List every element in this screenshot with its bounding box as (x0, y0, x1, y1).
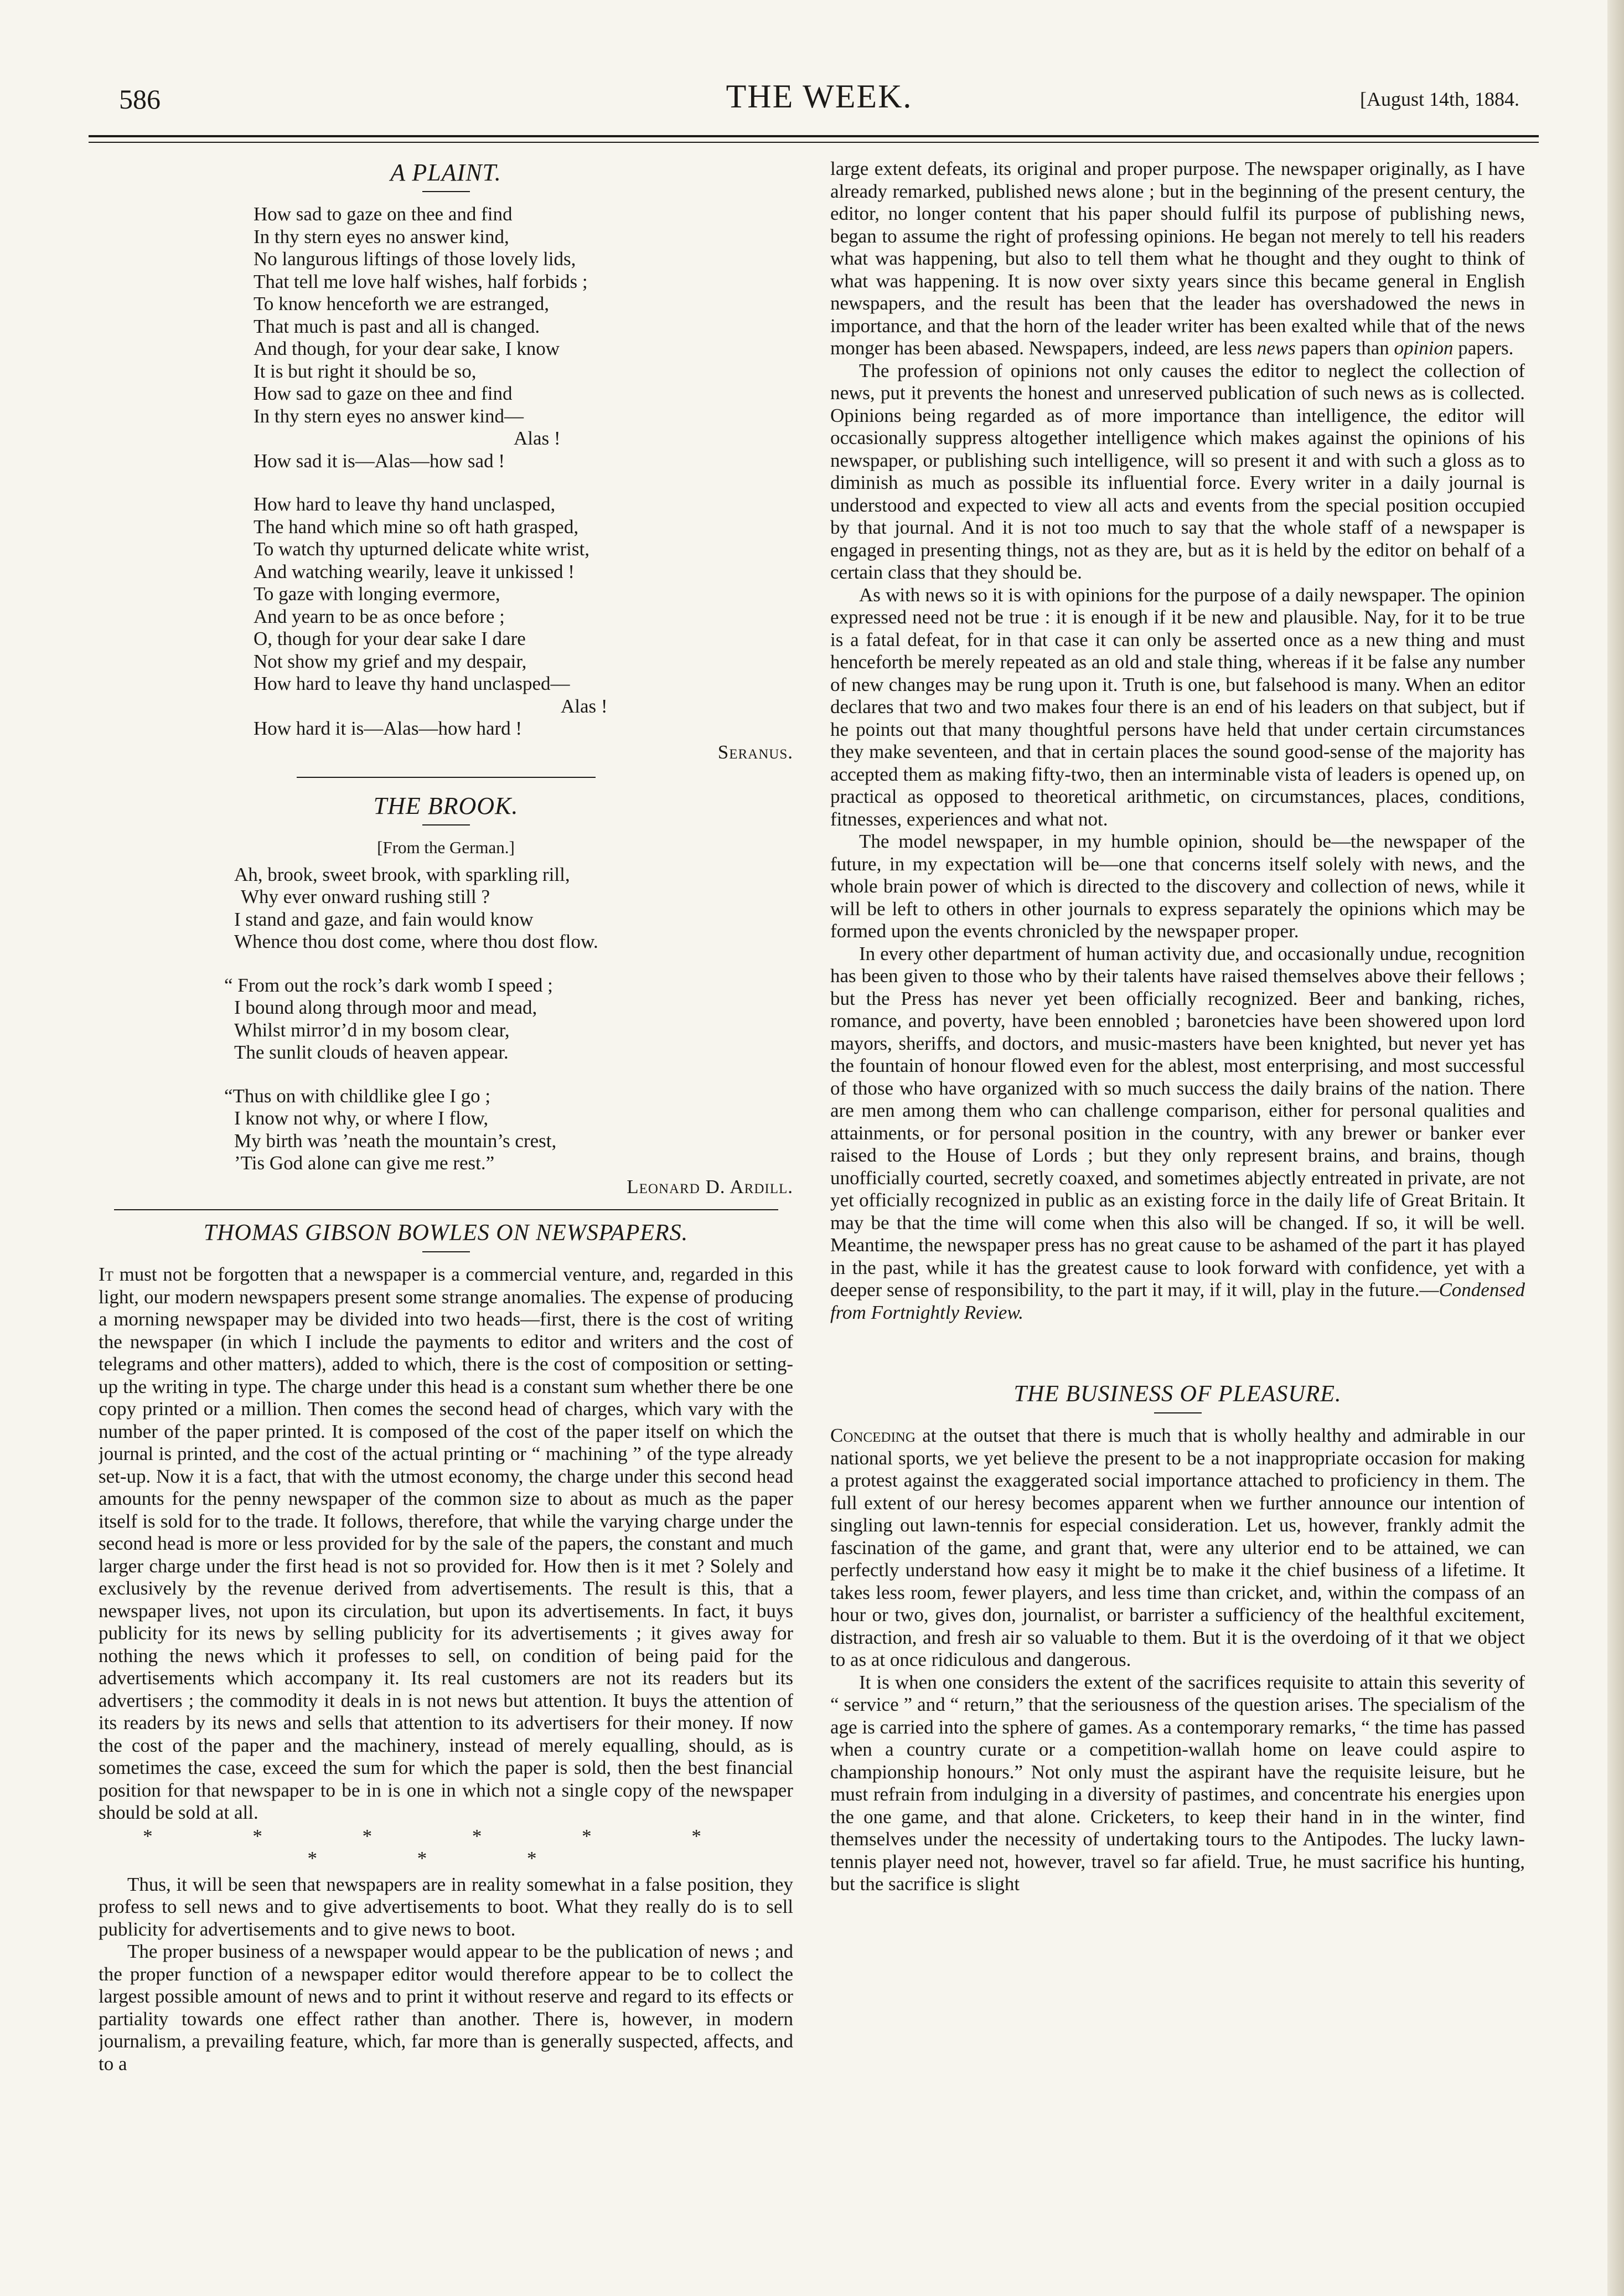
plaint-title: A PLAINT. (390, 159, 501, 186)
poem-line: No langurous liftings of those lovely lids, (254, 248, 576, 270)
title-rule (422, 824, 470, 825)
poem-line: The hand which mine so oft hath grasped, (254, 515, 579, 538)
article-paragraph (99, 1263, 793, 1824)
poem-line: How sad to gaze on thee and find (254, 383, 513, 404)
masthead: THE WEEK. (726, 78, 913, 115)
poem-line: And watching wearily, leave it unkissed ! (254, 560, 575, 582)
drop-lead: Conceding (830, 1425, 916, 1446)
poem-line: I know not why, or where I flow, (234, 1107, 489, 1129)
poem-line: To gaze with longing evermore, (254, 583, 500, 605)
article-paragraph: The proper business of a newspaper would appear to be the publication of news ; and the proper function of a newspaper editor would therefore appear to be to collect the largest possible amount of news and to print it without reserve and regard to its effects or partiality towards one effect rather than another. There is, however, in modern journalism, a prevailing feature, which, far more than is generally suspected, affects, and to a (99, 1941, 793, 2075)
poem-line: Why ever onward rushing still ? (241, 886, 490, 907)
paragraph-text: In every other department of human activity due, and occasionally undue, recognition has been given to those who by their talents have raised themselves above their fellows ; but the Press has never yet been officially recognized. Beer and banking, riches, romance, and poverty, have been ennobled ; baronetcies have been showered upon lord mayors, sheriffs, and doctors, and music-masters have been knighted, but never yet has the fountain of honour flowed even for the ablest, most enterprising, and most successful of those who have organized with so much success the daily brains of the nation. There are men among them who can challenge comparison, either for personal qualities and attainments, or for personal position in the country, with any brewer or banker ever raised to the House of Lords ; but they only represent brains, and brains, though unofficially courted, secretly coaxed, and sometimes abjectly entreated in private, are not yet officially recognized in public as an existing force in the daily life of Great Britain. It may be that the time will come when this also will be changed. If so, it will be well. Meantime, the newspaper press has no great cause to be ashamed of the part it has played in the past, while it has the greatest cause to look forward with confidence, yet with a deeper sense of responsibility, to the part it may, if it will, play in the future.— (830, 942, 1525, 1301)
section-rule (297, 777, 596, 778)
poem-stanza (254, 493, 793, 740)
article-paragraph (830, 158, 1525, 360)
bowles-title: THOMAS GIBSON BOWLES ON NEWSPAPERS. (203, 1220, 689, 1246)
brook-poem (224, 863, 793, 1175)
poem-stanza (254, 203, 793, 472)
poem-line: O, though for your dear sake I dare (254, 628, 526, 649)
business-title: THE BUSINESS OF PLEASURE. (1013, 1381, 1342, 1407)
left-column (99, 158, 793, 2284)
poem-line: How sad it is—Alas—how sad ! (254, 450, 505, 472)
page-header (119, 78, 1519, 127)
poem-line: To watch thy upturned delicate white wrist, (254, 538, 589, 560)
poem-line: That much is past and all is changed. (254, 315, 540, 337)
poem-line: I stand and gaze, and fain would know (234, 908, 534, 930)
title-rule (1154, 1412, 1202, 1413)
poem-line: I bound along through moor and mead, (234, 997, 537, 1018)
issue-date: [August 14th, 1884. (1360, 88, 1519, 110)
poem-line: In thy stern eyes no answer kind— (254, 405, 524, 427)
paragraph-text: large extent defeats, its original and proper purpose. The newspaper originally, as I have already remarked, published news alone ; but in the beginning of the present century, the editor, no longer content that his paper should fulfil its purpose of publishing news, began to assume the right of professing opinions. He began not merely to tell his readers what was happening, but also to tell them what he thought and they ought to think of what was happening. It is now over sixty years since this became general in English newspapers, and the result has been that the leader has overshadowed the news in importance, and that the horn of the leader writer has been exalted while that of the news monger has been abased. Newspapers, indeed, are less (830, 158, 1525, 359)
poem-line: It is but right it should be so, (254, 360, 477, 382)
poem-line: And yearn to be as once before ; (254, 605, 505, 627)
article-paragraph: It is when one considers the extent of the sacrifices requisite to attain this severity of “ service ” and “ return,” that the seriousness of the question arises. The specialism of the age is carried into the sphere of games. As a contemporary remarks, “ the time has passed when a country curate or a competition-wallah home on leave could aspire to championship honours.” Not only must the aspirant have the requisite leisure, but he must refrain from indulging in a diversity of pastimes, and concentrate his energies upon the one game, and that alone. Cricketers, to keep their hand in in the winter, find themselves under the necessity of undertaking tours to the Antipodes. The lucky lawn-tennis player need not, however, travel so far afield. True, he must sacrifice his hunting, but the sacrifice is slight (830, 1671, 1525, 1895)
poem-line: And though, for your dear sake, I know (254, 338, 560, 359)
article-paragraph: The model newspaper, in my humble opinion, should be—the newspaper of the future, in my expectation will be—one that concerns itself solely with news, and the whole brain power of which is directed to the discovery and collection of news, while it will be left to others in other journals to express separately the opinions which may be formed upon the events chronicled by the newspaper proper. (830, 830, 1525, 942)
header-rule-thin (89, 142, 1539, 143)
article-paragraph (830, 1425, 1525, 1671)
title-rule (422, 1251, 470, 1252)
article-paragraph: As with news so it is with opinions for the purpose of a daily newspaper. The opinion expressed need not be true : it is enough if it be new and plausible. Nay, for it to be true is a fatal defeat, for in that case it can only be asserted once as a new thing and must henceforth be merely repeated as an old and stale thing, whereas if it be false any number of new changes may be rung upon it. Truth is one, but falsehood is many. When an editor declares that two and two makes four there is an end of his leaders on that subject, but if he points out that many thoughtful persons have held that under certain circumstances they make seventeen, and that in certain places the sound good-sense of the majority has accepted them as making fifty-two, then an interminable vista of leaders is opened up, on practical as opposed to theoretical arithmetic, on circumstances, places, conditions, fitnesses, experiences and what not. (830, 584, 1525, 830)
poem-line: Whilst mirror’d in my bosom clear, (234, 1019, 510, 1041)
poem-line: My birth was ’neath the mountain’s crest, (234, 1129, 557, 1152)
poem-stanza (224, 1085, 793, 1175)
poem-line: How hard it is—Alas—how hard ! (254, 718, 523, 739)
brook-title: THE BROOK. (373, 792, 519, 819)
poem-line: Alas ! (561, 695, 608, 717)
poem-line: “ From out the rock’s dark womb I speed ; (224, 974, 553, 996)
author-signature: Leonard D. Ardill. (627, 1175, 793, 1198)
poem-line: Alas ! (514, 427, 561, 449)
page-edge (1607, 0, 1624, 2296)
paragraph-text: papers. (1453, 337, 1514, 359)
poem-line: Not show my grief and my despair, (254, 650, 527, 672)
poem-stanza (224, 974, 793, 1064)
paragraph-text: must not be forgotten that a newspaper is a commercial venture, and, regarded in this light, our modern newspapers present some strange anomalies. The expense of producing a morning newspaper may be divided into two heads—first, there is the cost of writing the newspaper (in which I include the payments to editor and writers and the cost of telegrams and other matters), added to which, there is the cost of composition or setting-up the writing in type. The charge under this head is a constant sum whether there be one copy printed or a million. Then comes the second head of charges, which vary with the number of the paper printed. It is composed of the cost of the paper itself on which the journal is printed, and the cost of the actual printing or “ machining ” of the type already set-up. Now it is a fact, that with the utmost economy, the charge under this second head amounts for the penny newspaper of the common size to about as much as the paper itself is sold for to the trade. It follows, therefore, that while the varying charge under the second head is more or less provided for by the sale of the papers, the constant and much larger charge under the first head is not so provided for. How then is it met ? Solely and exclusively by the revenue derived from advertisements. The result is this, that a newspaper lives, not upon its circulation, but upon its advertisements. In fact, it buys publicity for its news by selling publicity for its advertisements ; it gives away for nothing the news which it professes to sell, on condition of being paid for the advertisements which accompany it. Its real customers are not its readers but its advertisers ; the commodity it deals in is not news but attention. It buys the attention of its readers by its news and sells that attention to its advertisers for their money. If now the cost of the paper and the machinery, instead of merely equalling, should, as is sometimes the case, exceed the sum for which the paper is sold, then the best financial position for that newspaper to be in is one in which not a single copy of the newspaper should be sold at all. (99, 1263, 793, 1823)
poem-line: That tell me love half wishes, half forbids ; (254, 270, 588, 292)
title-rule (422, 191, 470, 192)
article-paragraph: Thus, it will be seen that newspapers are in reality somewhat in a false position, they profess to sell news and to give advertisements to boot. What they really do is to sell publicity for advertisements and to give news to boot. (99, 1873, 793, 1940)
brook-subtitle: [From the German.] (377, 838, 515, 857)
paragraph-text: papers than (1295, 337, 1394, 359)
author-signature: Seranus. (717, 741, 793, 763)
emphasis: opinion (1394, 337, 1454, 359)
poem-line: How sad to gaze on thee and find (254, 203, 513, 225)
plaint-poem (254, 203, 793, 740)
poem-line: The sunlit clouds of heaven appear. (234, 1041, 509, 1063)
emphasis: news (1256, 337, 1296, 359)
poem-stanza (234, 864, 793, 953)
drop-lead: It (99, 1263, 113, 1285)
poem-line: Ah, brook, sweet brook, with sparkling rill, (234, 863, 570, 885)
section-rule (114, 1209, 778, 1210)
poem-line: To know henceforth we are estranged, (254, 293, 549, 314)
poem-line: How hard to leave thy hand unclasped, (254, 493, 556, 515)
poem-line: Whence thou dost come, where thou dost flow. (234, 931, 598, 952)
poem-line: How hard to leave thy hand unclasped— (254, 673, 570, 694)
right-column (830, 158, 1525, 2284)
poem-line: ’Tis God alone can give me rest.” (234, 1152, 495, 1174)
paragraph-text: at the outset that there is much that is wholly healthy and admirable in our national sports, we yet believe the present to be a not inappropriate occasion for making a protest against the exaggerated social importance attached to proficiency in them. The full extent of our heresy becomes apparent when we further announce our intention of singling out lawn-tennis for especial consideration. Let us, however, frankly admit the fascination of the game, and grant that, were any ulterior end to be attained, we can perfectly understand how easy it might be to make it the chief business of a lifetime. It takes less room, fewer players, and less time than cricket, and, within the compass of an hour or two, gives don, journalist, or barrister a sufficiency of the healthful excitement, distraction, and fresh air so valuable to them. But it is the overdoing of it that we object to as at once ridiculous and dangerous. (830, 1425, 1525, 1670)
article-paragraph: The profession of opinions not only causes the editor to neglect the collection of news, put it prevents the honest and unreserved publication of such news as is collected. Opinions being regarded as of more importance than intelligence, the editor will occasionally suppress altogether intelligence which makes against the opinions of his newspaper, or publishing such intelligence, will so present it and with such a gloss as to diminish as much as possible its influential force. Every writer in a daily journal is understood and expected to view all acts and events from the special position occupied by that journal. And it is not too much to say that the whole staff of a newspaper is engaged in presenting things, not as they are, but as it is held by the editor on behalf of a certain class that they should be. (830, 359, 1525, 583)
header-rule-thick (89, 135, 1539, 137)
spacer (830, 1324, 1525, 1379)
article-paragraph (830, 943, 1525, 1324)
section-stars: * * * * * * * * * (143, 1825, 749, 1869)
poem-line: “Thus on with childlike glee I go ; (224, 1085, 491, 1107)
page-number: 586 (119, 84, 161, 115)
source-credit: Condensed from Fortnightly Review. (830, 1279, 1525, 1323)
poem-line: In thy stern eyes no answer kind, (254, 225, 509, 247)
